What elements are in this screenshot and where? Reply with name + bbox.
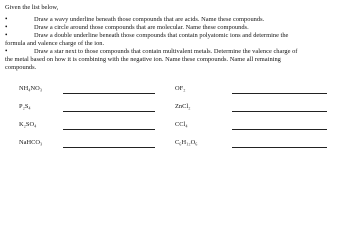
compound-right-1: OF₂ (175, 85, 186, 92)
bullet-2: • (5, 23, 8, 31)
intro-text: Given the list below, (5, 4, 59, 11)
answer-blank-right-4[interactable] (232, 147, 327, 148)
answer-blank-left-2[interactable] (63, 111, 155, 112)
instruction-acids: Draw a wavy underline beneath those compounds that are acids. Name these compounds. (34, 16, 265, 23)
compound-right-2: ZnCl₂ (175, 103, 191, 110)
compound-left-2: P₂S₄ (19, 103, 31, 110)
answer-blank-left-1[interactable] (63, 93, 155, 94)
bullet-1: • (5, 15, 8, 23)
bullet-3: • (5, 31, 8, 39)
answer-blank-left-4[interactable] (63, 147, 155, 148)
compound-left-1: NH₄NO₃ (19, 85, 43, 92)
answer-blank-right-1[interactable] (232, 93, 327, 94)
instruction-multivalent-end: compounds. (5, 64, 37, 71)
compound-left-3: K₂SO₄ (19, 121, 37, 128)
compound-right-4: C₆H₁₂O₆ (175, 139, 198, 146)
instruction-multivalent: Draw a star next to those compounds that contain multivalent metals. Determine the valence charge of (34, 48, 298, 55)
compound-left-4: NaHCO₃ (19, 139, 43, 146)
instruction-multivalent-cont: the metal based on how it is combining with the negative ion. Name these compounds. Name all remaining (5, 56, 281, 63)
answer-blank-right-3[interactable] (232, 129, 327, 130)
bullet-4: • (5, 47, 8, 55)
instruction-polyatomic-cont: formula and valence charge of the ion. (5, 40, 105, 47)
instruction-molecular: Draw a circle around those compounds that are molecular. Name these compounds. (34, 24, 249, 31)
answer-blank-left-3[interactable] (63, 129, 155, 130)
instruction-polyatomic: Draw a double underline beneath those compounds that contain polyatomic ions and determine the (34, 32, 289, 39)
answer-blank-right-2[interactable] (232, 111, 327, 112)
compound-right-3: CCl₄ (175, 121, 188, 128)
